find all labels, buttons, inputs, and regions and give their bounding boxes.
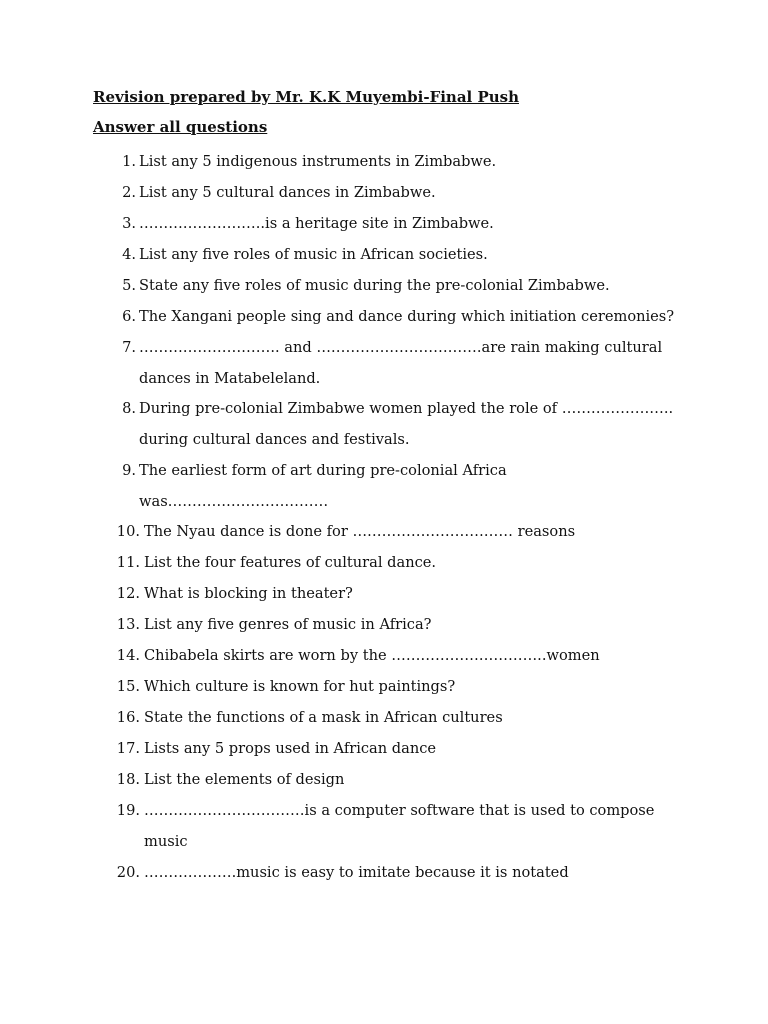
question-text: During pre-colonial Zimbabwe women played the role of ………………….. during cultural dances and festivals. (139, 400, 674, 449)
question-list (0, 147, 768, 889)
question-item (0, 548, 768, 579)
question-number: 20. (116, 863, 140, 881)
question-text: Lists any 5 props used in African dance (144, 740, 437, 758)
question-number: 18. (116, 771, 140, 789)
question-number: 3. (122, 215, 136, 232)
question-text: ……………………..is a heritage site in Zimbabwe. (139, 215, 494, 232)
question-item (0, 703, 768, 734)
question-text: List any five roles of music in African societies. (139, 246, 488, 263)
question-text: State any five roles of music during the pre-colonial Zimbabwe. (139, 277, 610, 294)
question-item (0, 456, 768, 517)
question-number: 13. (116, 616, 140, 634)
question-item (0, 302, 768, 333)
question-item (0, 765, 768, 796)
question-text: ……………….music is easy to imitate because it is notated (144, 863, 569, 881)
question-item (0, 178, 768, 209)
question-text: List any five genres of music in Africa? (144, 616, 432, 634)
question-number: 2. (122, 184, 136, 201)
document-title: Revision prepared by Mr. K.K Muyembi-Final Push (93, 88, 519, 106)
question-item (0, 641, 768, 672)
question-item (0, 394, 768, 455)
question-number: 7. (122, 339, 136, 356)
question-number: 15. (116, 678, 140, 696)
question-number: 6. (122, 308, 136, 325)
question-item (0, 240, 768, 271)
question-item (0, 579, 768, 610)
question-text: State the functions of a mask in African cultures (144, 709, 503, 727)
question-text: The earliest form of art during pre-colonial Africa was…………………………… (139, 461, 507, 510)
question-number: 9. (122, 461, 136, 479)
question-number: 5. (122, 277, 136, 294)
question-item (0, 271, 768, 302)
instructions-heading: Answer all questions (93, 118, 268, 136)
question-item (0, 858, 768, 889)
question-item (0, 796, 768, 857)
question-number: 16. (116, 709, 140, 727)
question-number: 8. (122, 400, 136, 418)
question-text: The Xangani people sing and dance during which initiation ceremonies? (139, 308, 675, 325)
question-text: The Nyau dance is done for …………………………… reasons (144, 523, 576, 541)
question-number: 10. (116, 523, 140, 541)
question-item (0, 333, 768, 394)
question-number: 19. (116, 802, 140, 820)
question-item (0, 517, 768, 548)
question-text: Chibabela skirts are worn by the …………………………..women (144, 647, 600, 665)
question-text: Which culture is known for hut paintings? (144, 678, 456, 696)
question-number: 1. (122, 153, 136, 170)
question-item (0, 147, 768, 178)
question-text: ……………………….. and …………………………….are rain making cultural dances in Matabeleland. (139, 339, 663, 387)
question-number: 11. (116, 554, 140, 572)
question-item (0, 672, 768, 703)
question-text: List any 5 cultural dances in Zimbabwe. (139, 184, 436, 201)
question-text: What is blocking in theater? (144, 585, 353, 603)
question-text: List the four features of cultural dance. (144, 554, 437, 572)
question-number: 4. (122, 246, 136, 263)
question-number: 12. (116, 585, 140, 603)
question-number: 17. (116, 740, 140, 758)
question-item (0, 610, 768, 641)
question-text: List the elements of design (144, 771, 345, 789)
question-text: List any 5 indigenous instruments in Zimbabwe. (139, 153, 497, 170)
question-item (0, 734, 768, 765)
question-number: 14. (116, 647, 140, 665)
question-item (0, 209, 768, 240)
question-text: ……………………………is a computer software that is used to compose music (144, 802, 655, 850)
